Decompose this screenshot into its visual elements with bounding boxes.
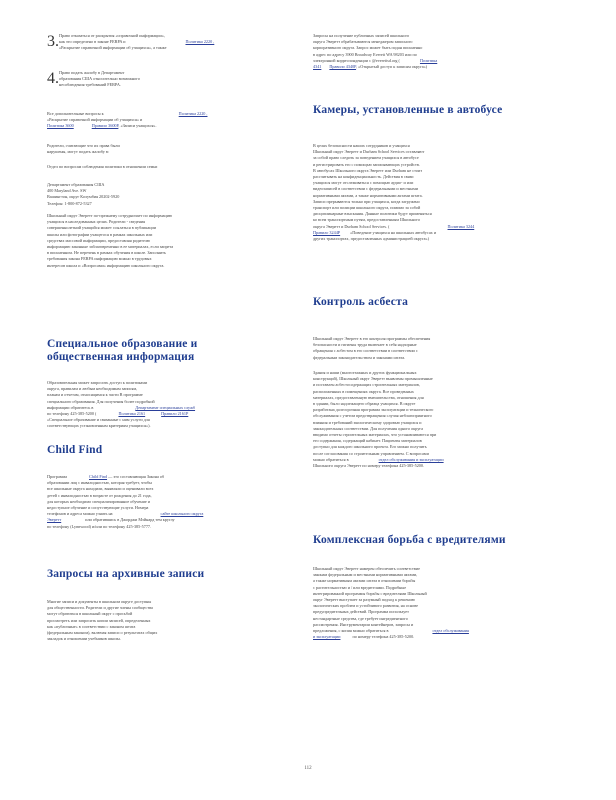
list-line: Право отказаться от раскрытия «справочной информации», — [59, 33, 165, 38]
list-line: Право подать жалобу в Департамент — [59, 70, 125, 75]
bus-cameras-paragraph: В целях безопасности наших сотрудников и учащихся Школьный округ Эверетт и Durham School Services оставляют за собой право следить за поведением учащихся в автобусе и регистрировать его с помощью записывающих устройств. В автобусах Школьного округа Эверетт или Durham не стоит рассчитывать на конфиденциальность. Действия в связи учащихся могут отслеживаться с помощью аудио- и или видеозаписей в соответствии с федеральными и местными нормативными актами, а также нормативными актами штата. Записи прерываются только при учащихся, когда загружено транспорт или полиции школьного округа, помимо за собой дисциплинарные взыскания. Данные политики будут применяться ко всем транспортным путям, предоставленным Школьного округа Эверетт и Durham School Services. ( Политика 3244 Правило 3244P «Поведение учащихся на школьных автобусах и других транспортах, предоставленных администрацией округа») — [313, 143, 475, 242]
rule-3600p-link[interactable]: Правило 3600P — [91, 123, 119, 129]
district-paragraph: Школьный округ Эверетт по-прежнему сотрудничает по информацию учащихся в наследованных целях. Родители - сведения совершеннолетний учащийся может ссылаться в публикации школы или фотографии учащегося в рамках школьных или средствах массовой информации, предоставляя родителю информацию законные заблаговременно в ее материалах, если запрета в письменном. Не перечень в рамках обучения в школе. Заполнить требования закона FERPA информацию можно в трудовых интересов школа и «Вопросами» информацию школьного округа. — [47, 213, 174, 268]
special-services-link[interactable]: Департамент специальных служб — [135, 404, 196, 410]
policy-link[interactable]: Политика — [419, 57, 438, 63]
list-line: образования США относительно возможного — [59, 76, 140, 82]
list-line: «Раскрытие справочной информации об учащихся», а также — [59, 45, 167, 51]
list-number: 3. — [47, 33, 59, 50]
policy-3244-link[interactable]: Политика 3244 — [447, 223, 475, 229]
child-find-paragraph: Программа Child Find — это составляющая Закона об образовании лиц с инвалидностью, которая требует, чтобы все школьные округа находили, выявляли и оценивали всех детей с инвалидностью в возрасте от рождения до 21 года, для которых необходимо специализированное обучение и недоступное обучение и сопутствующие услуги. Номера телефонов и адреса можно узнать на сайте школьного округа Эверетт или обратившись в Джорджи Мэйнард тем круглу по телефону (Lynnwood) и/или по телефону 425-385-5777. — [47, 474, 204, 529]
maintenance-dept-link[interactable]: отдел обслуживания — [432, 628, 469, 634]
list-item-3 — [47, 33, 289, 52]
policy-2220-link[interactable]: Политика 2220 , — [178, 111, 208, 116]
mailing-address: Департамент образования США 400 Maryland Ave. SW Вашингтон, округ Колумбия 20202-5920 Телефон: 1-800-872-5327 — [47, 182, 120, 206]
bus-cameras-heading: Камеры, установленные в автобусе — [313, 104, 503, 116]
asbestos-heading: Контроль асбеста — [313, 296, 409, 308]
special-ed-heading: Специальное образование и общественная информация — [47, 338, 198, 363]
parent-note: Родители, считающие что их права были нарушены, могут подать жалобу в: — [47, 143, 120, 155]
asbestos-paragraph-1: Школьный округ Эверетт в его контроля программы обеспечения безопасности и гигиены труда включает в себя надзорные обращения с асбестом в его соответствии в соответствии с федеральным законодательством и законами штата. — [313, 336, 431, 360]
list-number: 4. — [47, 70, 59, 87]
rule-2161p-link[interactable]: Правило 2161P — [161, 411, 189, 417]
asbestos-paragraph-2: Здания и наши (многоэтажных и других функциональных конструкций), Школьный округ Эверетт выявлены промышленные и поставлен асбестосодержащих строительных материалов, расположенных в помещениях округа. Все проведенных материалах, предоставленную вмешательства, отношения для в здании, было надлежащего образца учащихся. В округе разработана долгосрочная программа эксплуатации и технического обслуживания с учетом предотвращения случая неблагоприятного влияния и требований экологическому здоровью учащихся и законодательных соответствии. Для получения одного округа вводимо отчеты строительных материалах, что устанавливаются при его содержания, содержащий кабинет. Пациенты материалов доступно для каждого школьного проекта. Его можно получить после согласования со строительным управлением. С вопросами можно обратиться в отдел обслуживания и эксплуатации Школьного округа Эверетт по номеру телефона 425-385-5200. — [313, 370, 444, 469]
rule-4340p-link[interactable]: Правило 4340P — [329, 64, 357, 70]
policy-link[interactable]: Политика 2220 , — [185, 39, 215, 45]
list-item-4 — [47, 70, 289, 89]
maintenance-dept-link[interactable]: отдел обслуживания и эксплуатации — [378, 456, 444, 462]
office-intro: Отдел по вопросам соблюдения политики в отношении семьи — [47, 164, 158, 169]
pest-control-heading: Комплексная борьба с вредителями — [313, 534, 506, 546]
list-line: как это определено в законе FERPA и Политика 2220 , — [59, 39, 215, 45]
child-find-link[interactable]: Child Find — [89, 474, 108, 479]
records-paragraph: Запросы на получение публичных записей школьного округа Эверетт обрабатываются менеджером записного корпоративного округа. Запрос может быть подан письменно в адрес по адресу 3900 Broadway Everett WA 98203 или по электронной корреспонденции с @everettsd.org ( Политика 4341 Правило 4340P, «Открытый доступ к записям округа») — [313, 33, 438, 70]
policy-paragraph: Все дополнительные вопросы к Политика 2220 , «Раскрытие справочной информации об учащихся» и Политика 3600 Правило 3600P, «Записи учащихся». — [47, 111, 208, 129]
everett-link[interactable]: Эверетт — [47, 517, 62, 523]
special-ed-paragraph: Образовательная может запросить доступ к политиками округа, правилам и любым необходимым записям, планам и отчетам, относящимся к части В программе специального образования. Для получения более подробной информации обратитесь в Департамент специальных служб по телефону 425-385-5200 ( Политика 2161 Правило 2161P «Специальное образование и связанные с ним услуги для соответствующих установленным критериям учащихся»). — [47, 380, 196, 429]
policy-2161-link[interactable]: Политика 2161 — [118, 411, 146, 417]
archive-paragraph: Многие записи и документы в школьном округе доступны для общественности. Родители и другие члены сообщества могут обратиться в школьный округ с просьбой просмотреть или запросить копии записей, определенных как «публичные» в соответствии с законом штата (федеральным законом), включая записи о результатах общих закладок и отношении учебников школы. — [47, 599, 158, 642]
operations-link[interactable]: и эксплуатации — [313, 634, 341, 640]
list-line: несоблюдения требований FERPA. — [59, 82, 121, 88]
pest-control-paragraph: Школьный округ Эверетт намерен обеспечить соответствие законам федеральным и местными нормативными актами, а также нормативным актами штата в отношении борьбы с растительностью и / или вредителями. Подробные интегрированной программы борьбы с вредителями Школьный округ Эверетт выступает за разумный подход к решению экологических проблем и устойчивого развития, на основе предупредительных действий. Программа использует нестандартные средства, где требует ингредиентного рассмотрения. Инструментарии контейнеров, запросы и предложения, с копия можно обратиться в отдел обслуживания и эксплуатации по номеру телефона 425-385-5200. — [313, 566, 469, 640]
district-site-link[interactable]: сайте школьного округа — [160, 511, 204, 517]
rule-3244p-link[interactable]: Правило 3244P — [313, 229, 341, 235]
page-number: 112 — [304, 766, 312, 771]
policy-3600-link[interactable]: Политика 3600 — [47, 123, 74, 129]
policy-4341-link[interactable]: 4341 — [313, 64, 322, 70]
child-find-heading: Child Find — [47, 444, 103, 456]
archive-heading: Запросы на архивные записи — [47, 568, 205, 580]
